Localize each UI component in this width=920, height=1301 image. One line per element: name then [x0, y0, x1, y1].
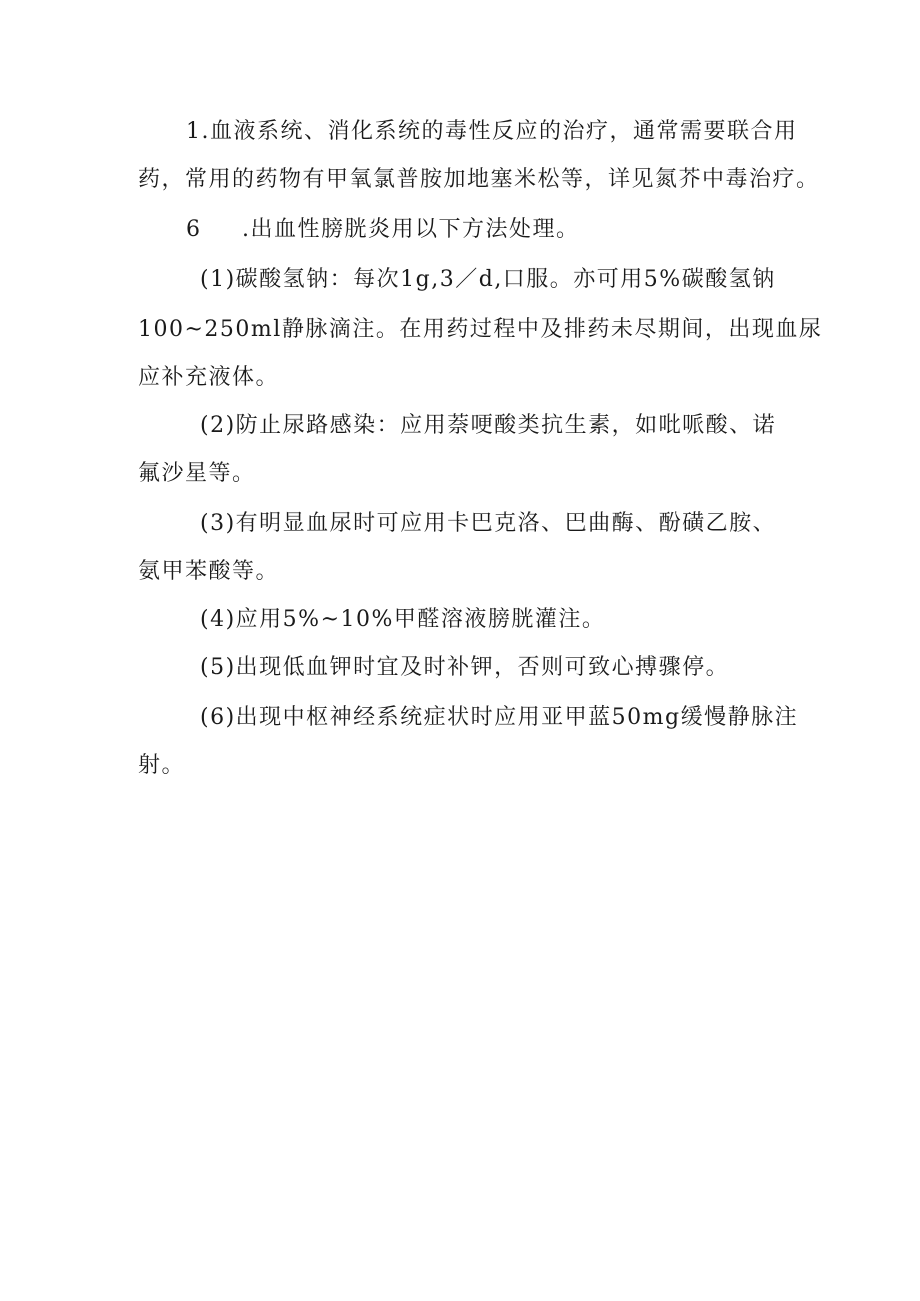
section-6-title: .出血性膀胱炎用以下方法处理。: [242, 217, 580, 242]
item-1-line-2: 100~250ml静脉滴注。在用药过程中及排药未尽期间，出现血尿: [138, 317, 823, 342]
section-number: 6: [186, 217, 202, 242]
item-3-line-2: 氨甲苯酸等。: [138, 559, 280, 584]
item-3-line-1: (3)有明显血尿时可应用卡巴克洛、巴曲酶、酚磺乙胺、: [200, 511, 777, 536]
item-5-line-1: (5)出现低血钾时宜及时补钾，否则可致心搏骤停。: [200, 655, 730, 680]
section-6-heading: [186, 214, 580, 246]
paragraph-1-line-2: 药，常用的药物有甲氧氯普胺加地塞米松等，详见氮芥中毒治疗。: [138, 167, 820, 192]
item-1-line-3: 应补充液体。: [138, 365, 280, 390]
item-1-line-1: (1)碳酸氢钠：每次1g,3／d,口服。亦可用5%碳酸氢钠: [200, 267, 776, 292]
paragraph-1-line-1: 1.血液系统、消化系统的毒性反应的治疗，通常需要联合用: [186, 119, 798, 144]
item-2-line-2: 氟沙星等。: [138, 461, 256, 486]
item-2-line-1: (2)防止尿路感染：应用萘哽酸类抗生素，如吡哌酸、诺: [200, 413, 777, 438]
item-4-line-1: (4)应用5%~10%甲醛溶液膀胱灌注。: [200, 607, 606, 632]
item-6-line-2: 射。: [138, 753, 186, 778]
item-6-line-1: (6)出现中枢神经系统症状时应用亚甲蓝50mg缓慢静脉注: [200, 705, 799, 730]
